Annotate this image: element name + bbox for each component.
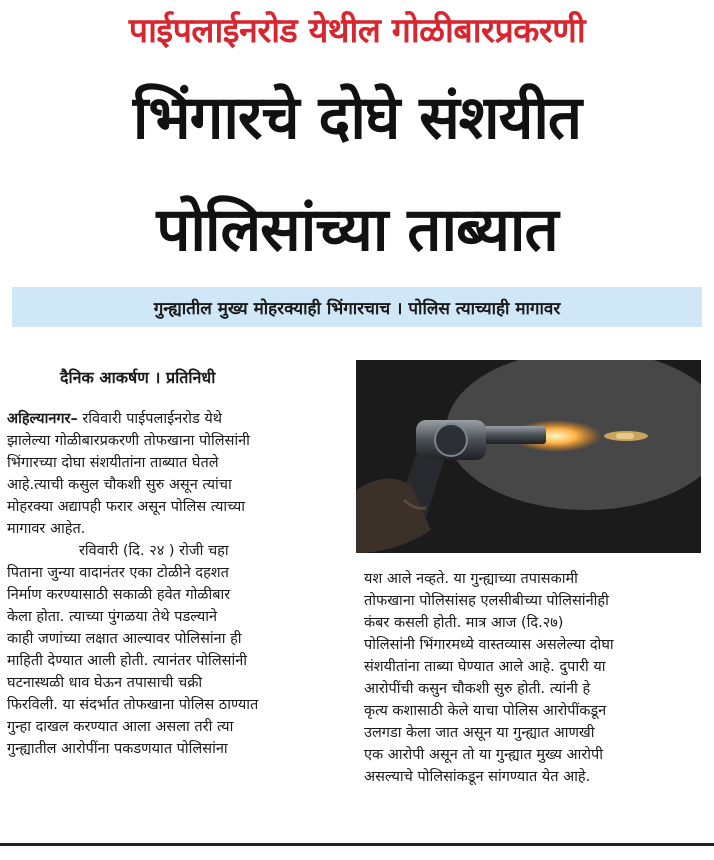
article-column-2 — [364, 568, 704, 788]
column1-line-3: भिंगारच्या दोघा संशयीतांना ताब्यात घेतले — [7, 455, 219, 471]
article-column-1 — [7, 408, 347, 760]
column2-line-9: एक आरोपी असून तो या गुन्ह्यात मुख्य आरोपी — [364, 747, 604, 763]
column1-line-7: रविवारी (दि. २४ ) रोजी चहा — [79, 543, 229, 559]
main-headline-line1: भिंगारचे दोघे संशयीत — [132, 83, 582, 153]
kicker-headline: पाईपलाईनरोड येथील गोळीबारप्रकरणी — [128, 11, 586, 51]
dateline: अहिल्यानगर– — [7, 411, 78, 427]
column1-line-2: झालेल्या गोळीबारप्रकरणी तोफखाना पोलिसांनी — [7, 433, 250, 449]
bottom-divider — [0, 843, 714, 846]
column2-line-5: संशयीतांना ताब्या घेण्यात आले आहे. दुपारी या — [364, 659, 606, 675]
revolver-firing-photo — [356, 360, 701, 553]
column2-line-8: उलगडा केला जात असून या गुन्ह्यात आणखी — [364, 725, 595, 741]
byline: दैनिक आकर्षण । प्रतिनिधी — [60, 368, 216, 387]
column1-line-12: माहिती देण्यात आली होती. त्यानंतर पोलिसांनी — [7, 653, 248, 669]
column2-line-6: आरोपींची कसुन चौकशी सुरु होती. त्यांनी हे — [364, 681, 591, 697]
column1-line-13: घटनास्थळी धाव घेऊन तपासाची चक्री — [7, 675, 203, 691]
column1-line-11: काही जणांच्या लक्षात आल्यावर पोलिसांना ही — [7, 631, 242, 647]
column2-line-1: यश आले नव्हते. या गुन्ह्याच्या तपासकामी — [364, 571, 578, 587]
column2-line-10: असल्याचे पोलिसांकडून सांगण्यात येत आहे. — [364, 769, 591, 785]
column2-line-3: कंबर कसली होती. मात्र आज (दि.२७) — [364, 615, 564, 631]
subheadline-band — [12, 287, 702, 327]
column2-line-2: तोफखाना पोलिसांसह एलसीबीच्या पोलिसांनीही — [364, 593, 609, 609]
revolver-icon — [356, 360, 701, 553]
subheadline: गुन्ह्यातील मुख्य मोहरक्याही भिंगारचाच । पोलिस त्याच्याही मागावर — [153, 298, 561, 319]
column1-line-10: केला होता. त्याच्या पुंगळया तेथे पडल्याने — [7, 609, 218, 625]
column2-line-4: पोलिसांनी भिंगारमध्ये वास्तव्यास असलेल्या दोघा — [364, 637, 614, 653]
main-headline-line2: पोलिसांच्या ताब्यात — [156, 195, 558, 265]
column1-line-5: मोहरक्या अद्यापही फरार असून पोलिस त्याच्या — [7, 499, 246, 515]
column2-line-7: कृत्य कशासाठी केले याचा पोलिस आरोपींकडून — [364, 703, 607, 719]
column1-line-8: पिताना जुन्या वादानंतर एका टोळीने दहशत — [7, 565, 229, 581]
column1-line-9: निर्माण करण्यासाठी सकाळी हवेत गोळीबार — [7, 587, 231, 603]
column1-line-15: गुन्हा दाखल करण्यात आला असला तरी त्या — [7, 719, 234, 735]
column1-line-16: गुन्ह्यातील आरोपींना पकडणयात पोलिसांना — [7, 741, 228, 757]
column1-line-6: मागावर आहेत. — [7, 521, 86, 537]
column1-line-1: अहिल्यानगर– रविवारी पाईपलाईनरोड येथे — [7, 411, 223, 427]
column1-line-14: फिरविली. या संदर्भात तोफखाना पोलिस ठाण्यात — [7, 697, 259, 713]
column1-line-4: आहे.त्याची कसुल चौकशी सुरु असून त्यांचा — [7, 477, 232, 493]
